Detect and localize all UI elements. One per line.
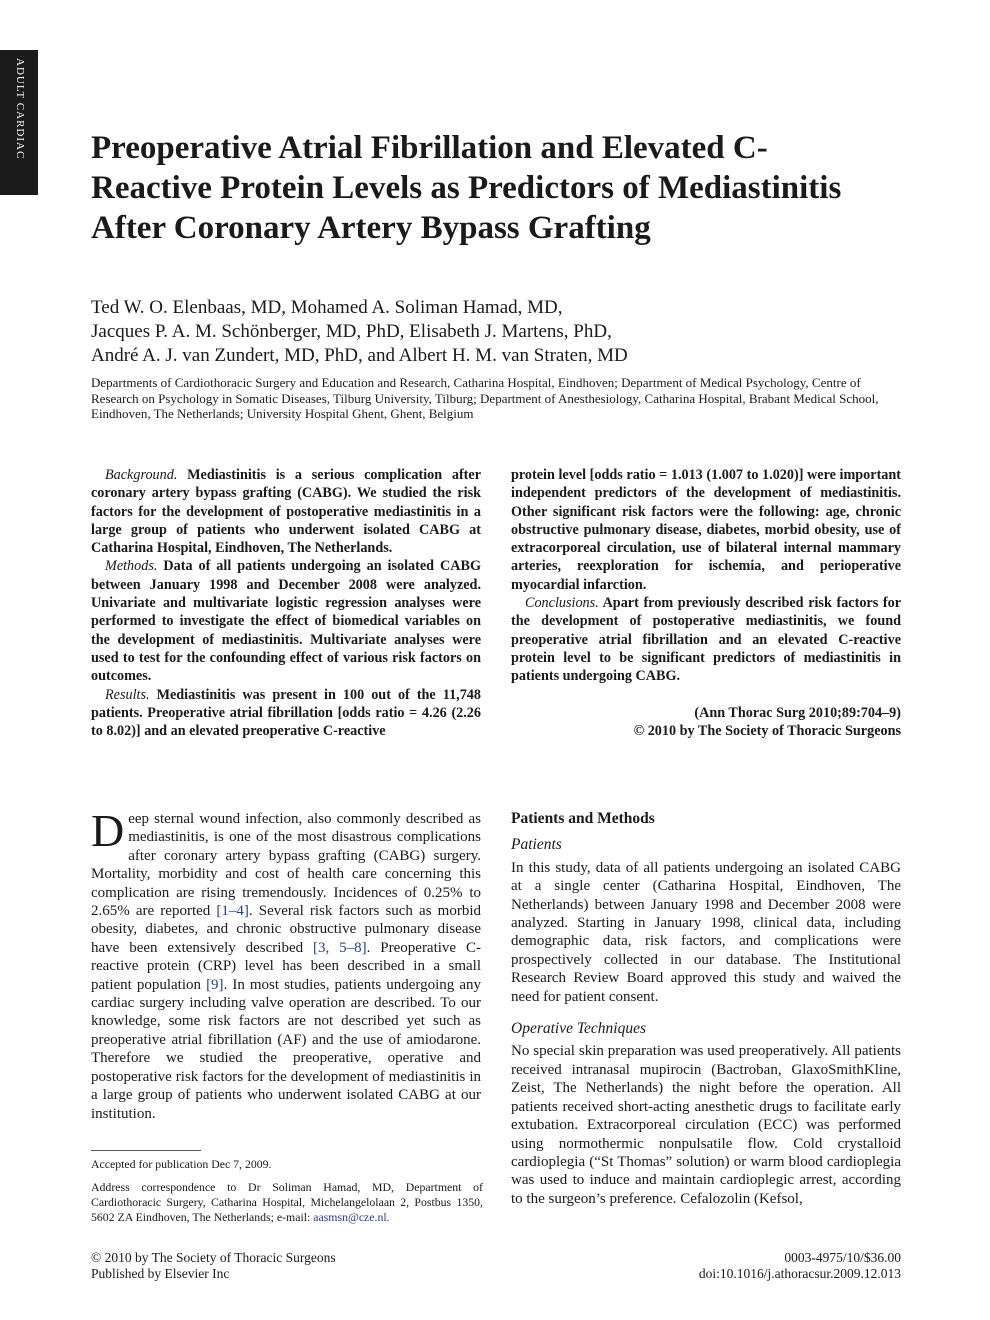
abstract-background (91, 466, 481, 557)
results-label: Results. (105, 686, 150, 703)
abstract-copyright: © 2010 by The Society of Thoracic Surgeons (633, 722, 901, 739)
intro-text: . Several risk factors such as morbid obesity, diabetes, and chronic obstructive pulmonary disease have been extensively described (91, 903, 482, 956)
footer-publisher: Published by Elsevier Inc (91, 1266, 230, 1281)
operative-paragraph: No special skin preparation was used preoperatively. All patients received intranasal mupirocin (Bactroban, GlaxoSmithKline, Zeist, The Netherlands) the night before the operation. All patients received short-acting anesthetic drugs to facilitate early extubation. Extracorporeal circulation (ECC) was performed using normothermic nonpulsatile flow. Cold crystalloid cardioplegia (“St Thomas” solution) or warm blood cardioplegia was used to induce and maintain cardioplegic arrest, according to the surgeon’s preference. Cefalozolin (Kefsol, (511, 1043, 901, 1207)
background-text: Mediastinitis is a serious complication after coronary artery bypass grafting (CABG). We studied the risk factors for the development of postoperative mediastinitis in a large group of patients who underwent isolated CABG at Catharina Hospital, Eindhoven, The Netherlands. (91, 467, 482, 557)
section-tab-label: ADULT CARDIAC (14, 58, 26, 160)
correspondence-note (91, 1180, 483, 1225)
abstract-methods (91, 557, 481, 685)
drop-cap: D (91, 805, 125, 856)
conclusions-label: Conclusions. (525, 595, 599, 612)
accepted-note: Accepted for publication Dec 7, 2009. (91, 1157, 272, 1171)
results-text: Mediastinitis was present in 100 out of the 11,748 patients. Preoperative atrial fibrillation [odds ratio = 4.26 (2.26 to 8.02)] and an elevated preoperative C-reactive (91, 686, 481, 740)
abstract-left-column (91, 466, 481, 740)
subsection-heading: Operative Techniques (511, 1020, 647, 1038)
introduction-column (91, 805, 482, 1123)
abstract-right-column (511, 466, 901, 740)
author-list (91, 296, 911, 368)
email-link[interactable]: aasmsn@cze.nl (313, 1210, 387, 1224)
patients-paragraph: In this study, data of all patients undergoing an isolated CABG at a single center (Catharina Hospital, Eindhoven, The Netherlands) between January 1998 and December 2008 were analyzed. Starting in January 1998, clinical data, including demographic data, risk factors, and complications were prospectively collected in our database. The Institutional Research Review Board approved this study and waived the need for patient consent. (511, 859, 901, 1005)
methods-text: Data of all patients undergoing an isolated CABG between January 1998 and December 2008 were analyzed. Univariate and multivariate logistic regression analyses were performed to investigate the effect of biomedical variables on the development of mediastinitis. Multivariate analyses were used to test for the confounding effect of various risk factors on outcomes. (91, 558, 481, 685)
article-identifiers (699, 1250, 901, 1282)
intro-text: . In most studies, patients undergoing any cardiac surgery including valve operation are described. To our knowledge, some risk factors are not described yet such as preoperative atrial fibrillation (AF) and the use of amiodarone. Therefore we studied the preoperative, operative and postoperative risk factors for the development of mediastinitis in a large group of patients who underwent isolated CABG at our institution. (91, 976, 481, 1122)
footer-copyright: © 2010 by The Society of Thoracic Surgeons (91, 1250, 336, 1265)
journal-citation: (Ann Thorac Surg 2010;89:704–9) (694, 704, 901, 721)
footnote-divider (91, 1150, 201, 1151)
reference-link[interactable]: [9] (206, 976, 224, 993)
author-line: Jacques P. A. M. Schönberger, MD, PhD, Elisabeth J. Martens, PhD, (91, 321, 612, 342)
article-title: Preoperative Atrial Fibrillation and Elevated C-Reactive Protein Levels as Predictors of Mediastinitis After Coronary Artery Bypass Grafting (91, 130, 842, 246)
abstract-results-continued: protein level [odds ratio = 1.013 (1.007 to 1.020)] were important independent predictors of the development of mediastinitis. Other significant risk factors were the following: age, chronic obstructive pulmonary disease, diabetes, morbid obesity, use of extracorporeal circulation, use of bilateral internal mammary arteries, reexploration for ischemia, and perioperative myocardial infarction. (511, 467, 901, 593)
methods-label: Methods. (105, 558, 158, 575)
reference-link[interactable]: [1–4] (216, 903, 249, 920)
doi: doi:10.1016/j.athoracsur.2009.12.013 (698, 1266, 901, 1281)
publisher-info (91, 1250, 336, 1282)
introduction-paragraph (91, 805, 482, 1123)
abstract-conclusions (511, 594, 901, 685)
issn-price: 0003-4975/10/$36.00 (784, 1250, 901, 1265)
correspondence-end: . (386, 1210, 390, 1224)
affiliations: Departments of Cardiothoracic Surgery and Education and Research, Catharina Hospital, Eindhoven; Department of Medical Psychology, Centre of Research on Psychology in Somatic Diseases, Tilburg University, Tilburg; Department of Anesthesiology, Catharina Hospital, Brabant Medical School, Eindhoven, The Netherlands; University Hospital Ghent, Ghent, Belgium (91, 375, 879, 421)
intro-text: . Preoperative C-reactive protein (CRP) level has been described in a small patient population (91, 939, 481, 993)
conclusions-text: Apart from previously described risk factors for the development of postoperative mediastinitis, we found preoperative atrial fibrillation and an elevated C-reactive protein level to be significant predictors of mediastinitis in patients undergoing CABG. (511, 595, 901, 685)
author-line: Ted W. O. Elenbaas, MD, Mohamed A. Soliman Hamad, MD, (91, 297, 563, 318)
methods-column (511, 810, 901, 1208)
section-heading: Patients and Methods (511, 810, 655, 827)
abstract-results (91, 686, 481, 741)
section-tab (0, 50, 38, 195)
intro-text: eep sternal wound infection, also commonly described as mediastinitis, is one of the most disastrous complications after coronary artery bypass grafting (CABG) surgery. Mortality, morbidity and cost of health care concerning this complication are rising tremendously. Incidences of 0.25% to 2.65% are reported (91, 811, 481, 920)
correspondence-text: Address correspondence to Dr Soliman Hamad, MD, Department of Cardiothoracic Surgery, Catharina Hospital, Michelangelolaan 2, Postbus 1350, 5602 ZA Eindhoven, The Netherlands; e-mail: (91, 1180, 483, 1224)
subsection-heading: Patients (511, 836, 562, 854)
author-line: André A. J. van Zundert, MD, PhD, and Albert H. M. van Straten, MD (91, 345, 628, 366)
reference-link[interactable]: [3, 5–8] (313, 939, 367, 956)
background-label: Background. (105, 467, 178, 483)
